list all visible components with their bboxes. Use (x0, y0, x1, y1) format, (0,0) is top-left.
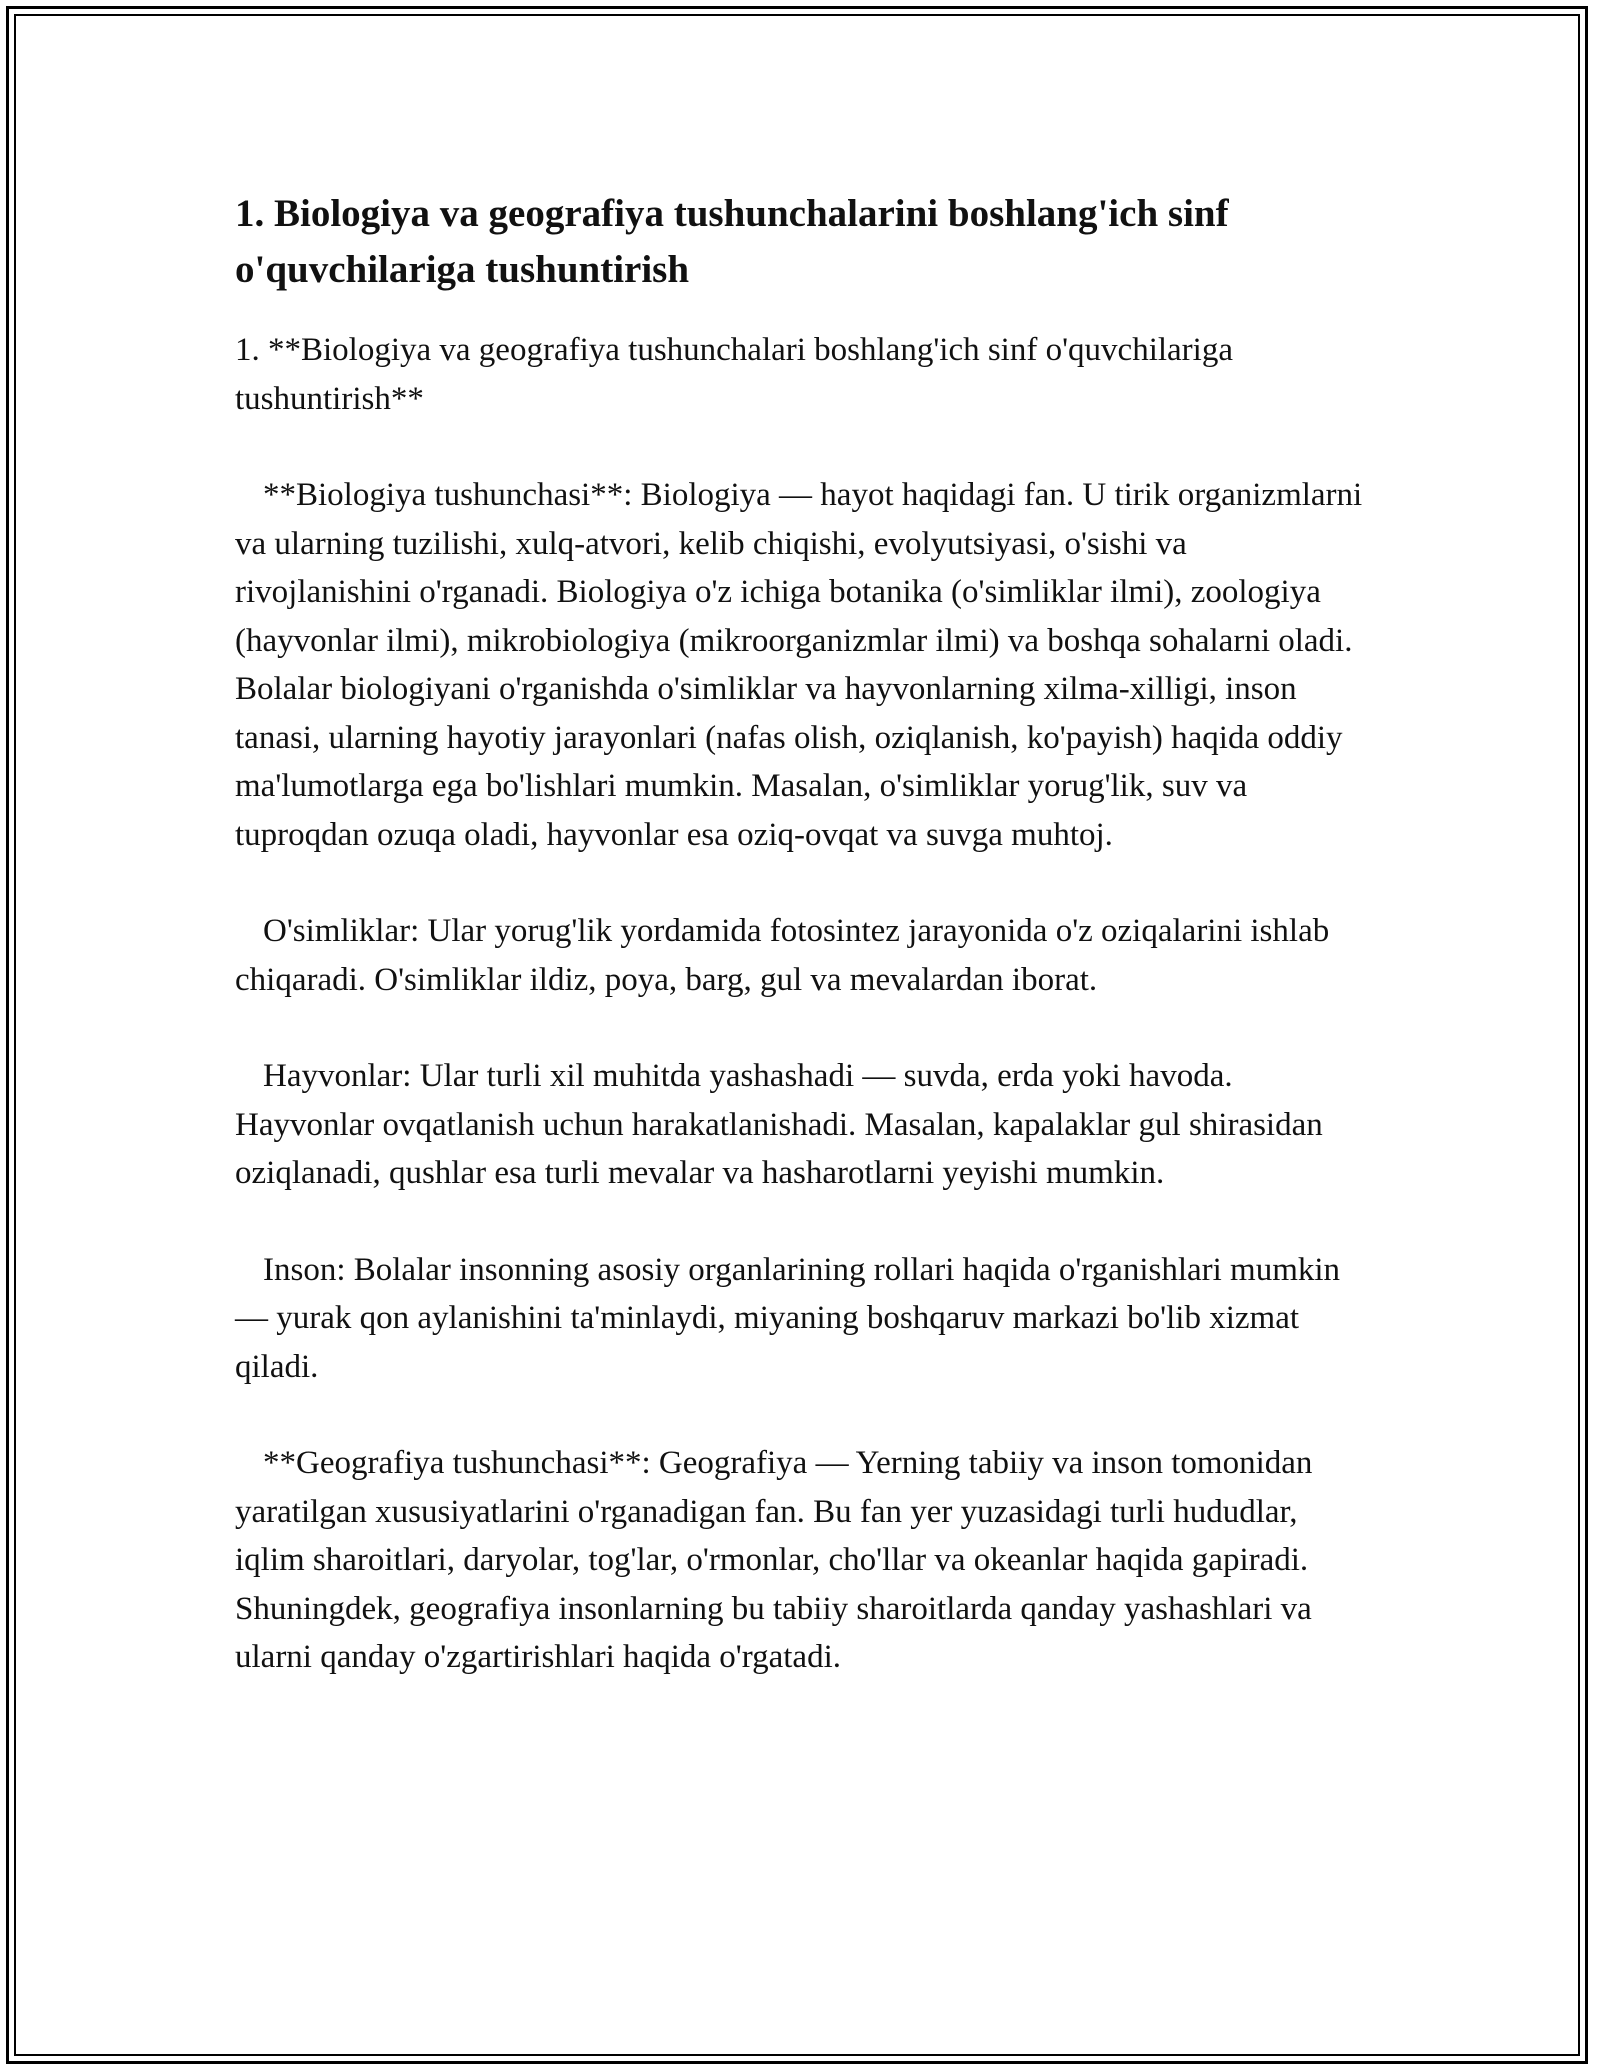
paragraph-intro: 1. **Biologiya va geografiya tushunchalari boshlang'ich sinf o'quvchilariga tushuntirish** (235, 332, 1242, 417)
document-heading: 1. Biologiya va geografiya tushunchalarini boshlang'ich sinf o'quvchilariga tushuntirish (235, 192, 1229, 291)
paragraph-plants: O'simliklar: Ular yorug'lik yordamida fotosintez jarayonida o'z oziqalarini ishlab chiqaradi. O'simliklar ildiz, poya, barg, gul va mevalardan iborat. (235, 913, 1338, 998)
paragraph-animals: Hayvonlar: Ular turli xil muhitda yashashadi — suvda, erda yoki havoda. Hayvonlar ovqatlanish uchun harakatlanishadi. Masalan, kapalaklar gul shirasidan oziqlanadi, qushlar esa turli mevalar va hasharotlarni yeyishi mumkin. (235, 1058, 1331, 1191)
paragraph-geography-concept: **Geografiya tushunchasi**: Geografiya — Yerning tabiiy va inson tomonidan yaratilgan xususiyatlarini o'rganadigan fan. Bu fan yer yuzasidagi turli hududlar, iqlim sharoitlari, daryolar, tog'lar, o'rmonlar, cho'llar va okeanlar haqida gapiradi. Shuningdek, geografiya insonlarning bu tabiiy sharoitlarda qanday yashashlari va ularni qanday o'zgartirishlari haqida o'rgatadi. (235, 1445, 1321, 1675)
paragraph-biology-concept: **Biologiya tushunchasi**: Biologiya — hayot haqidagi fan. U tirik organizmlarni va ularning tuzilishi, xulq-atvori, kelib chiqishi, evolyutsiyasi, o'sishi va rivojlanishini o'rganadi. Biologiya o'z ichiga botanika (o'simliklar ilmi), zoologiya (hayvonlar ilmi), mikrobiologiya (mikroorganizmlar ilmi) va boshqa sohalarni oladi. Bolalar biologiyani o'rganishda o'simliklar va hayvonlarning xilma-xilligi, inson tanasi, ularning hayotiy jarayonlari (nafas olish, oziqlanish, ko'payish) haqida oddiy ma'lumotlarga ega bo'lishlari mumkin. Masalan, o'simliklar yorug'lik, suv va tuproqdan ozuqa oladi, hayvonlar esa oziq-ovqat va suvga muhtoj. (235, 477, 1371, 853)
document-body (235, 186, 1371, 1730)
paragraph-human: Inson: Bolalar insonning asosiy organlarining rollari haqida o'rganishlari mumkin — yurak qon aylanishini ta'minlaydi, miyaning boshqaruv markazi bo'lib xizmat qiladi. (235, 1251, 1349, 1385)
